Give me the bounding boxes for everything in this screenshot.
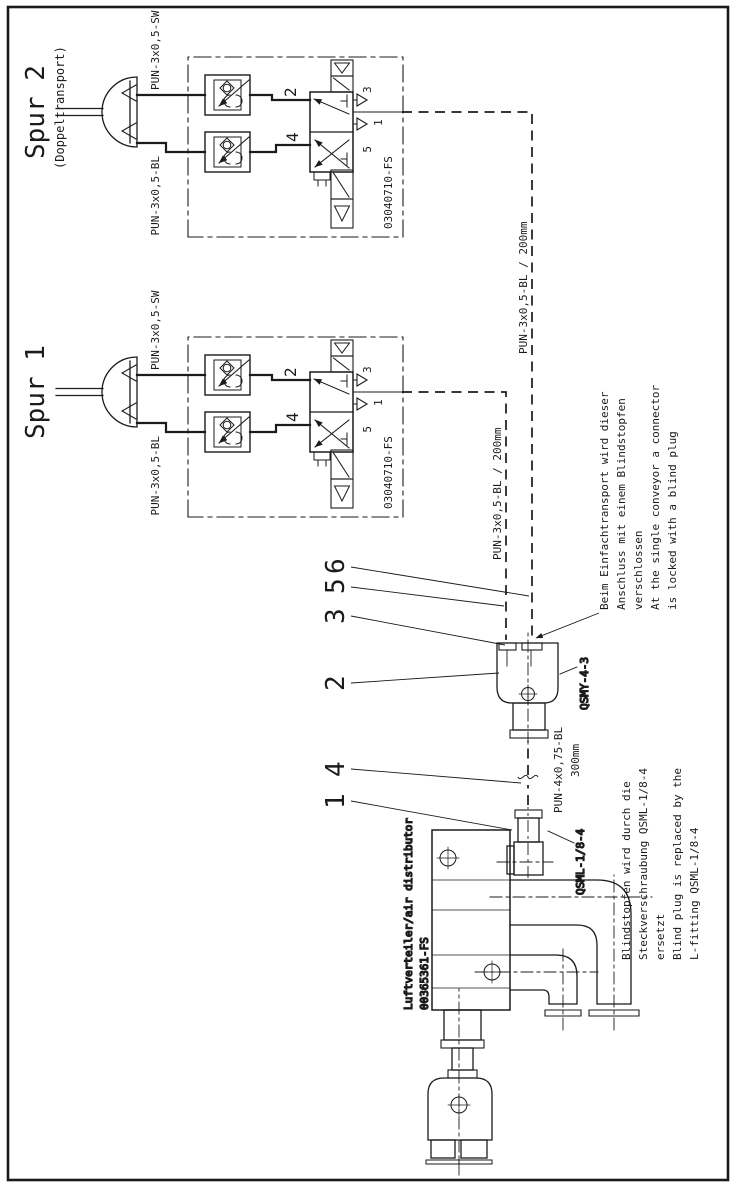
spur-1-assembly [21, 290, 403, 517]
spur-2-title: Spur 2 [21, 65, 51, 159]
note-blind-plug [536, 384, 679, 638]
note-line: verschlossen [632, 530, 645, 610]
spur-1-tube-sw-label: PUN-3x0,5-SW [149, 290, 162, 370]
distributor-part-id: 00365361-FS [418, 937, 431, 1010]
note-line: At the single conveyor a connector [649, 384, 662, 610]
note-blind-plug-leader [536, 613, 599, 638]
spur-2-supply-tube [402, 112, 532, 640]
spur-2-port-5: 5 [361, 146, 374, 153]
l-fitting-label: QSML-1/8-4 [574, 828, 587, 895]
y-fitting-qsmy [497, 631, 591, 744]
note-line: L-fitting QSML-1/8-4 [688, 827, 701, 960]
leader-1 [351, 801, 512, 830]
supply-tubing [402, 112, 532, 640]
spur-1-port-3: 3 [361, 366, 374, 373]
callout-1: 1 [321, 793, 351, 809]
leader-2 [351, 673, 499, 683]
spur-2-assembly [21, 10, 403, 237]
l-fitting-leader [548, 831, 574, 843]
callout-4: 4 [321, 761, 351, 777]
spur-2-tube-sw-label: PUN-3x0,5-SW [149, 10, 162, 90]
distributor-name: Luftverteiler/air distributor [402, 817, 415, 1010]
callout-2: 2 [321, 675, 351, 691]
callout-6: 6 [321, 558, 351, 574]
note-plug-replaced [620, 768, 701, 960]
main-supply-tube-length: 300mm [569, 743, 582, 777]
leader-3 [351, 616, 505, 645]
spur-1-title: Spur 1 [21, 345, 51, 439]
note-line: Anschluss mit einem Blindstopfen [615, 398, 628, 610]
spur-2-valve-symbol [56, 57, 403, 237]
spur-1-valve-symbol [56, 337, 403, 517]
elbow-fitting-small [510, 955, 581, 1016]
note-line: Steckverschraubung QSML-1/8-4 [637, 767, 650, 960]
leader-6 [351, 567, 529, 596]
air-distributor [402, 818, 652, 1175]
spur-1-port-4: 4 [283, 412, 302, 422]
leader-5 [351, 587, 504, 606]
spur-2-tube-bl-label: PUN-3x0,5-BL [149, 156, 162, 236]
distributor-y-branch [426, 989, 492, 1175]
spur-2-port-4: 4 [283, 132, 302, 142]
spur-1-port-5: 5 [361, 426, 374, 433]
spur-1-tube-bl-label: PUN-3x0,5-BL [149, 436, 162, 516]
note-line: Blindstopfen wird durch die [620, 781, 633, 960]
callout-3: 3 [321, 608, 351, 624]
note-line: is locked with a blind plug [666, 431, 679, 610]
y-fitting-leader [560, 667, 577, 674]
tube-break-symbol [518, 775, 538, 778]
spur-2-supply-label: PUN-3x0,5-BL / 200mm [517, 221, 530, 354]
main-supply-tube-label: PUN-4x0,75-BL [552, 726, 565, 813]
spur-2-port-1: 1 [372, 119, 385, 126]
spur-1-port-2: 2 [281, 367, 300, 377]
spur-2-valve-id: 03040710-FS [382, 156, 395, 229]
y-fitting-label: QSMY-4-3 [578, 657, 591, 710]
leader-4 [351, 769, 521, 783]
spur-1-supply-label: PUN-3x0,5-BL / 200mm [491, 427, 504, 560]
main-supply-tube [518, 727, 582, 878]
note-line: ersetzt [654, 913, 667, 960]
distributor-body [432, 830, 510, 1010]
spur-2-port-3: 3 [361, 86, 374, 93]
note-line: Beim Einfachtransport wird dieser [598, 391, 611, 610]
note-line: Blind plug is replaced by the [671, 767, 684, 960]
spur-1-valve-id: 03040710-FS [382, 436, 395, 509]
spur-2-port-2: 2 [281, 87, 300, 97]
spur-1-port-1: 1 [372, 399, 385, 406]
spur-2-subtitle: (Doppeltransport) [53, 46, 67, 169]
callout-5: 5 [321, 578, 351, 594]
